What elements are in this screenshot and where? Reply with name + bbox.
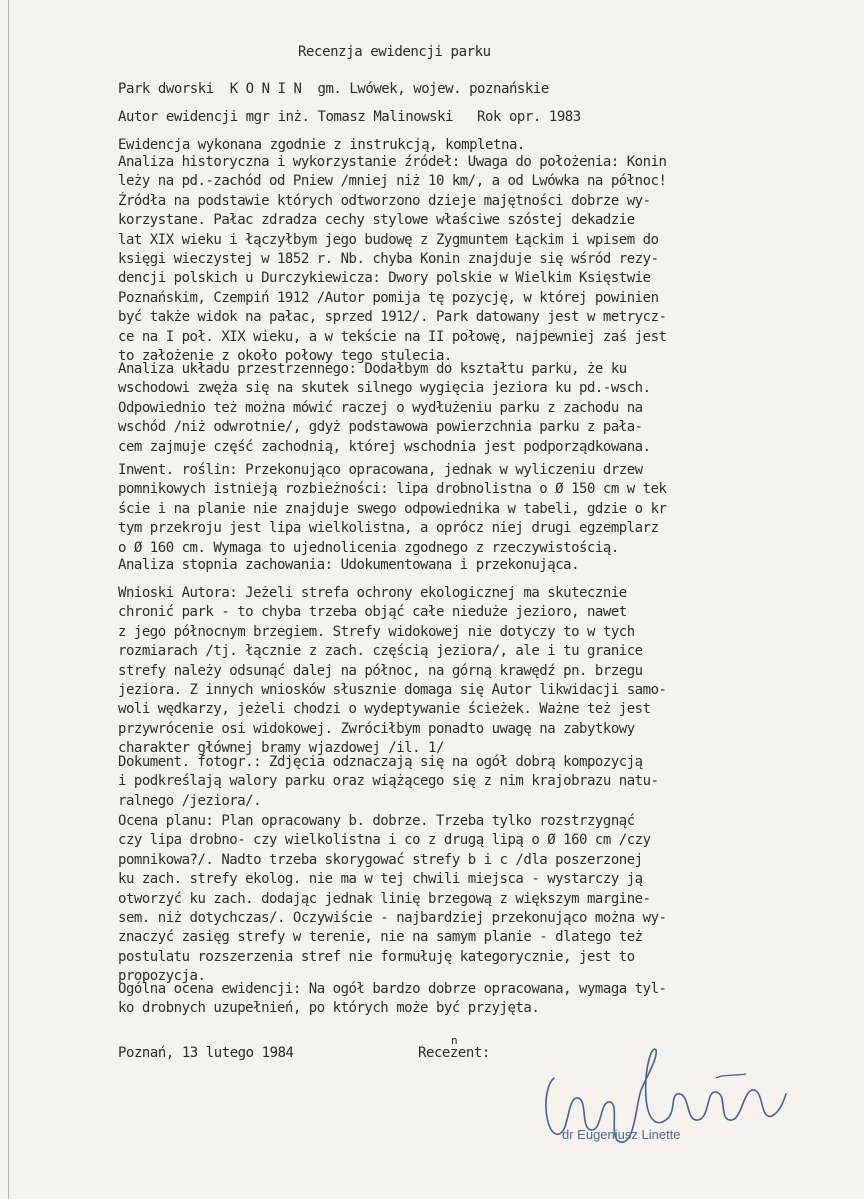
text-line: jeziora. Z innych wniosków słusznie domaga się Autor likwidacji samo- xyxy=(118,682,667,699)
section-plan-assessment xyxy=(118,812,860,987)
text-line: księgi wieczystej w 1852 r. Nb. chyba Konin znajduje się wśród rezy- xyxy=(118,251,659,268)
text-line: dencji polskich u Durczykiewicza: Dwory polskie w Wielkim Księstwie xyxy=(118,270,651,287)
section-historical-analysis xyxy=(118,153,860,366)
text-line: Ogólna ocena ewidencji: Na ogół bardzo dobrze opracowana, wymaga tyl- xyxy=(118,981,667,997)
text-line: Poznańskim, Czempiń 1912 /Autor pomija tę pozycję, w której powinien xyxy=(118,289,659,306)
text-line: cem zajmuje część zachodnią, której wschodnia jest podporządkowana. xyxy=(118,438,651,455)
text-line: Analiza historyczna i wykorzystanie źródeł: Uwaga do położenia: Konin xyxy=(118,154,667,170)
text-line: strefy należy odsunąć dalej na północ, na górną krawędź pn. brzegu xyxy=(118,662,643,679)
text-line: lat XIX wieku i łączyłbym jego budowę z Zygmuntem Łąckim i wpisem do xyxy=(118,231,659,248)
text-line: to założenie z około połowy tego stulecia. xyxy=(118,348,452,365)
text-line: ku zach. strefy ekolog. nie ma w tej chwili miejsca - wystarczy ją xyxy=(118,871,643,888)
document-title: Recenzja ewidencji parku xyxy=(298,44,491,60)
text-line: Źródła na podstawie których odtworzono dzieje majętności dobrze wy- xyxy=(118,192,651,209)
correction-mark: n xyxy=(451,1034,458,1047)
text-line: tym przekroju jest lipa wielkolistna, a oprócz niej drugi egzemplarz xyxy=(118,520,659,537)
header-author-line: Autor ewidencji mgr inż. Tomasz Malinowski Rok opr. 1983 xyxy=(118,109,581,125)
text-line: czy lipa drobno- czy wielkolistna i co z drugą lipą o Ø 160 cm /czy xyxy=(118,832,651,849)
text-line: leży na pd.-zachód od Pniew /mniej niż 10 km/, a od Lwówka na północ! xyxy=(118,173,667,190)
text-line: rozmiarach /tj. łącznie z zach. częścią jeziora/, ale i tu granice xyxy=(118,643,643,660)
text-line: o Ø 160 cm. Wymaga to ujednolicenia zgodnego z rzeczywistością. xyxy=(118,539,619,556)
header-completeness-line: Ewidencja wykonana zgodnie z instrukcją, kompletna. xyxy=(118,137,525,153)
text-line: znaczyć zasięg strefy w terenie, nie na samym planie - dlatego też xyxy=(118,929,643,946)
text-line: korzystane. Pałac zdradza cechy stylowe właściwe szóstej dekadzie xyxy=(118,212,635,229)
text-line: charakter głównej bramy wjazdowej /il. 1/ xyxy=(118,740,444,757)
text-line: być także widok na pałac, sprzed 1912/. Park datowany jest w metrycz- xyxy=(118,309,667,326)
section-plant-inventory xyxy=(118,461,860,558)
text-line: ce na I poł. XIX wieku, a w tekście na II połowę, najpewniej zaś jest xyxy=(118,328,667,345)
section-author-conclusions xyxy=(118,584,860,759)
text-line: przywrócenie osi widokowej. Zwróciłbym ponadto uwagę na zabytkowy xyxy=(118,720,635,737)
text-line: pomnikowych istnieją rozbieżności: lipa drobnolistna o Ø 150 cm w tek xyxy=(118,481,667,498)
reviewer-stamp: dr Eugeniusz Linette xyxy=(562,1127,681,1142)
text-line: sem. niż dotychczas/. Oczywiście - najbardziej przekonująco można wy- xyxy=(118,910,667,927)
text-line: Analiza stopnia zachowania: Udokumentowana i przekonująca. xyxy=(118,557,580,573)
text-line: ko drobnych uzupełnień, po których może być przyjęta. xyxy=(118,1000,540,1017)
text-line: Wnioski Autora: Jeżeli strefa ochrony ekologicznej ma skutecznie xyxy=(118,585,627,601)
section-spatial-layout xyxy=(118,360,860,457)
text-line: Dokument. fotogr.: Zdjęcia odznaczają się na ogół dobrą kompozycją xyxy=(118,754,643,770)
page-edge xyxy=(8,0,9,1199)
place-date: Poznań, 13 lutego 1984 xyxy=(118,1045,294,1061)
reviewer-label: Recezent: xyxy=(418,1045,490,1061)
text-line: chronić park - to chyba trzeba objąć całe nieduże jezioro, nawet xyxy=(118,604,627,621)
text-line: ralnego /jeziora/. xyxy=(118,792,262,809)
text-line: postulatu rozszerzenia stref nie formułuję kategorycznie, jest to xyxy=(118,948,635,965)
text-line: Inwent. roślin: Przekonująco opracowana, jednak w wyliczeniu drzew xyxy=(118,462,643,478)
text-line: otworzyć ku zach. dodając jednak linię brzegową z większym margine- xyxy=(118,890,651,907)
text-line: z jego północnym brzegiem. Strefy widokowej nie dotyczy to w tych xyxy=(118,623,635,640)
text-line: pomnikowa?/. Nadto trzeba skorygować strefy b i c /dla poszerzonej xyxy=(118,851,643,868)
text-line: ście i na planie nie znajduje swego odpowiednika w tabeli, gdzie o kr xyxy=(118,500,667,517)
text-line: woli wędkarzy, jeżeli chodzi o wydeptywanie ścieżek. Ważne też jest xyxy=(118,701,651,718)
section-photo-documentation xyxy=(118,753,860,811)
text-line: i podkreślają walory parku oraz wiążącego się z nim krajobrazu natu- xyxy=(118,773,659,790)
section-overall-assessment xyxy=(118,980,860,1019)
header-park-line: Park dworski K O N I N gm. Lwówek, wojew. poznańskie xyxy=(118,81,549,97)
text-line: wschód /niż odwrotnie/, gdyż podstawowa powierzchnia parku z pała- xyxy=(118,419,643,436)
text-line: wschodowi zwęża się na skutek silnego wygięcia jeziora ku pd.-wsch. xyxy=(118,380,651,397)
text-line: propozycja. xyxy=(118,968,206,985)
section-preservation xyxy=(118,556,860,575)
text-line: Ocena planu: Plan opracowany b. dobrze. Trzeba tylko rozstrzygnąć xyxy=(118,813,635,829)
text-line: Odpowiednio też można mówić raczej o wydłużeniu parku z zachodu na xyxy=(118,399,643,416)
text-line: Analiza układu przestrzennego: Dodałbym do kształtu parku, że ku xyxy=(118,361,627,377)
